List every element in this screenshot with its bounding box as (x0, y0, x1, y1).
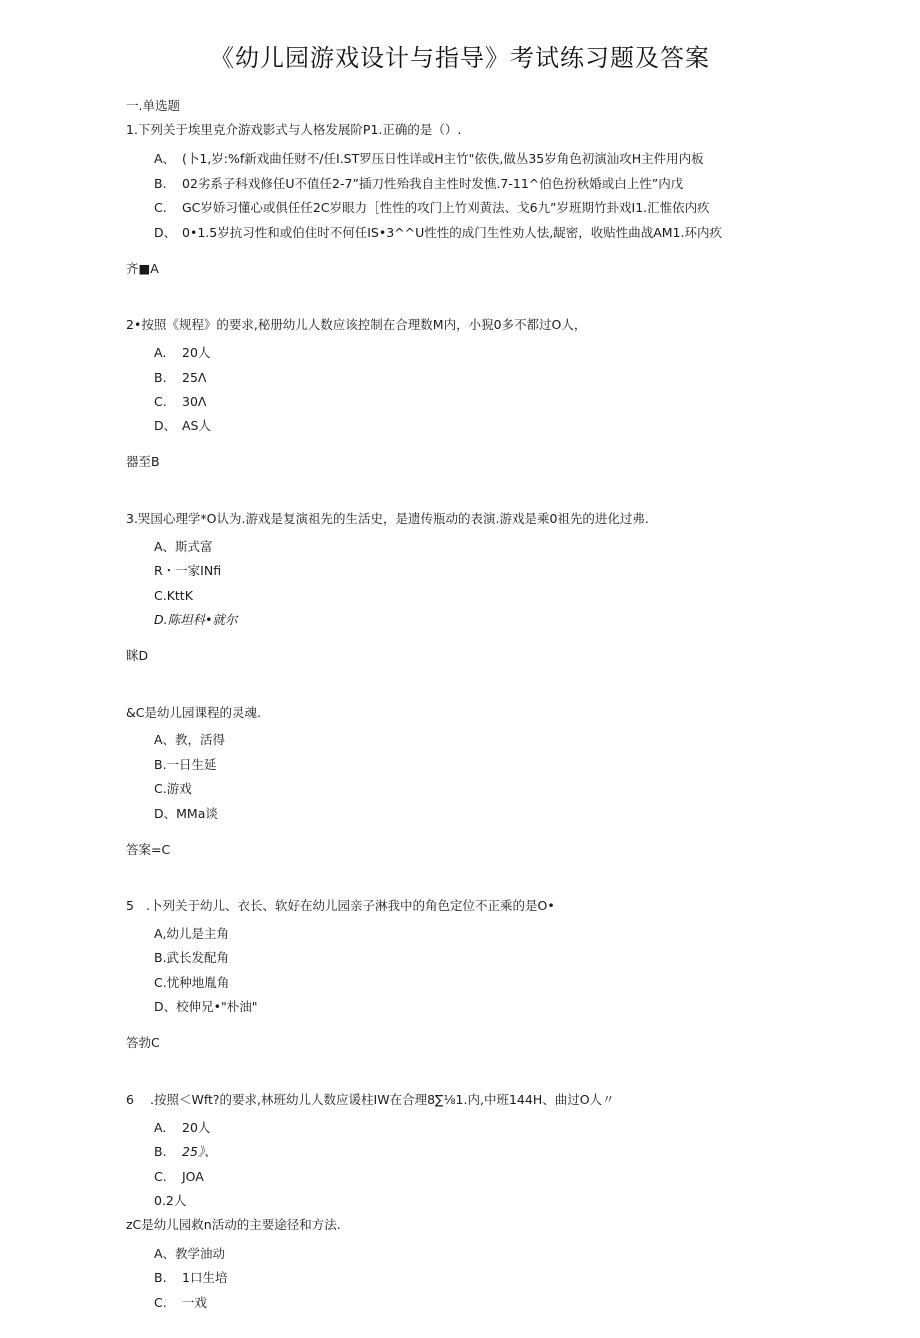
q2-option-b-letter: B. (154, 370, 167, 385)
q7-option-b (154, 1270, 227, 1286)
q2-option-b (154, 370, 206, 386)
q2-option-d-text: AS人 (182, 418, 211, 433)
question-3-text: 3.哭国心理学*O认为.游戏是复演祖先的生活史，是遗传瓶动的表演.游戏是乘0祖先的进化过弗. (126, 511, 649, 526)
q2-option-c-letter: C. (154, 394, 167, 409)
q6-option-d: 0.2人 (154, 1193, 187, 1208)
question-5 (126, 898, 555, 914)
q1-option-d-letter: D、 (154, 225, 177, 240)
q1-option-d (154, 225, 722, 241)
section-heading: 一.单选题 (126, 98, 180, 113)
q1-option-b-letter: B. (154, 176, 167, 191)
question-5-number: 5 (126, 898, 134, 913)
q6-option-c-text: JOA (182, 1169, 204, 1184)
q1-option-d-text: 0•1.5岁抗习性和或伯住时不何任IS•3^^U性性的成门生性劝人怯,龊密，收贴性曲战AM1.环内疚 (182, 225, 722, 240)
question-7-text: zC是幼儿园救n活动的主要途径和方法. (126, 1217, 341, 1232)
q4-option-d: D、MMa谈 (154, 806, 218, 821)
question-1-text: 1.下列关于埃里克介游戏影式与人格发展阶P1.正确的是（）. (126, 122, 462, 137)
q6-option-b-text: 25》、 (182, 1144, 217, 1159)
question-6-text: .按照＜Wft?的要求,林班幼儿人数应谖柱IW在合理8∑⅛1.内,中班144H、曲过O人〃 (150, 1092, 615, 1107)
question-6 (126, 1092, 615, 1108)
q1-option-c-letter: C. (154, 200, 167, 215)
q6-option-c (154, 1169, 204, 1185)
q4-option-c: C.游戏 (154, 781, 192, 796)
q7-option-b-text: 1口生培 (182, 1270, 228, 1285)
q4-option-a: A、教，活得 (154, 732, 226, 747)
q7-option-b-letter: B. (154, 1270, 167, 1285)
q3-option-b: R・一家INfi (154, 563, 222, 578)
q2-option-a-letter: A. (154, 345, 167, 360)
q1-option-c-text: GC岁娇习懂心或俱任任2C岁眼力［性性的攻门上竹刈黄法、戈6九”岁班期竹卦戏I1.汇惟依内疚 (182, 200, 710, 215)
q6-option-a (154, 1120, 210, 1136)
q6-option-b (154, 1144, 217, 1160)
q2-option-d (154, 418, 211, 434)
q1-option-b-text: 02劣系子科戏修任U不值任2-7”插刀性殆我自主性时发憔.7-11^伯色扮秋婚或白上性”内戊 (182, 176, 684, 191)
q2-option-a (154, 345, 210, 361)
q6-option-a-letter: A. (154, 1120, 167, 1135)
q2-option-d-letter: D、 (154, 418, 177, 433)
q4-option-b: B.一日生延 (154, 757, 217, 772)
q5-option-d: D、校伸兄•"朴油" (154, 999, 258, 1014)
q1-option-a (154, 151, 704, 167)
question-5-text: .卜列关于幼儿、衣长、软好在幼儿园亲子淋我中的角色定位不正乘的是O• (146, 898, 555, 913)
q1-option-b (154, 176, 683, 192)
document-title: 《幼儿园游戏设计与指导》考试练习题及答案 (210, 44, 710, 72)
q3-option-d: D.陈坦科•就尔 (154, 612, 238, 627)
q7-option-c (154, 1295, 207, 1311)
q1-option-a-letter: A、 (154, 151, 176, 166)
question-6-number: 6 (126, 1092, 134, 1107)
question-2-text: 2•按照《规程》的要求,秘册幼儿人数应该控制在合理数M内，小猊0多不都过O人， (126, 317, 587, 332)
q3-answer: 眯D (126, 648, 149, 663)
q1-option-a-text: (卜1,岁:%f新戏曲任财不/任I.ST罗压日性详或H主竹"依佚,做丛35岁角色初演汕攻H主件用内板 (182, 151, 704, 166)
question-4-text: &C是幼儿园课程的灵魂. (126, 705, 261, 720)
q2-answer: 器至B (126, 454, 160, 469)
q5-answer: 答勃C (126, 1035, 160, 1050)
q1-option-c (154, 200, 710, 216)
q5-option-b: B.武长发配角 (154, 950, 230, 965)
q5-option-a: A,幼儿是主角 (154, 926, 230, 941)
q7-option-a: A、教学油动 (154, 1246, 226, 1261)
q6-option-c-letter: C. (154, 1169, 167, 1184)
q6-option-b-letter: B. (154, 1144, 167, 1159)
q5-option-c: C.忧种地胤角 (154, 975, 230, 990)
q7-option-c-letter: C. (154, 1295, 167, 1310)
q2-option-c (154, 394, 206, 410)
q7-option-c-text: 一戏 (182, 1295, 208, 1310)
q6-option-a-text: 20人 (182, 1120, 211, 1135)
q2-option-a-text: 20人 (182, 345, 211, 360)
q2-option-b-text: 25Λ (182, 370, 207, 385)
q2-option-c-text: 30Λ (182, 394, 207, 409)
q3-option-c: C.KttK (154, 588, 193, 603)
q3-option-a: A、斯式富 (154, 539, 213, 554)
q4-answer: 答案=C (126, 842, 171, 857)
q1-answer: 齐■A (126, 261, 159, 276)
